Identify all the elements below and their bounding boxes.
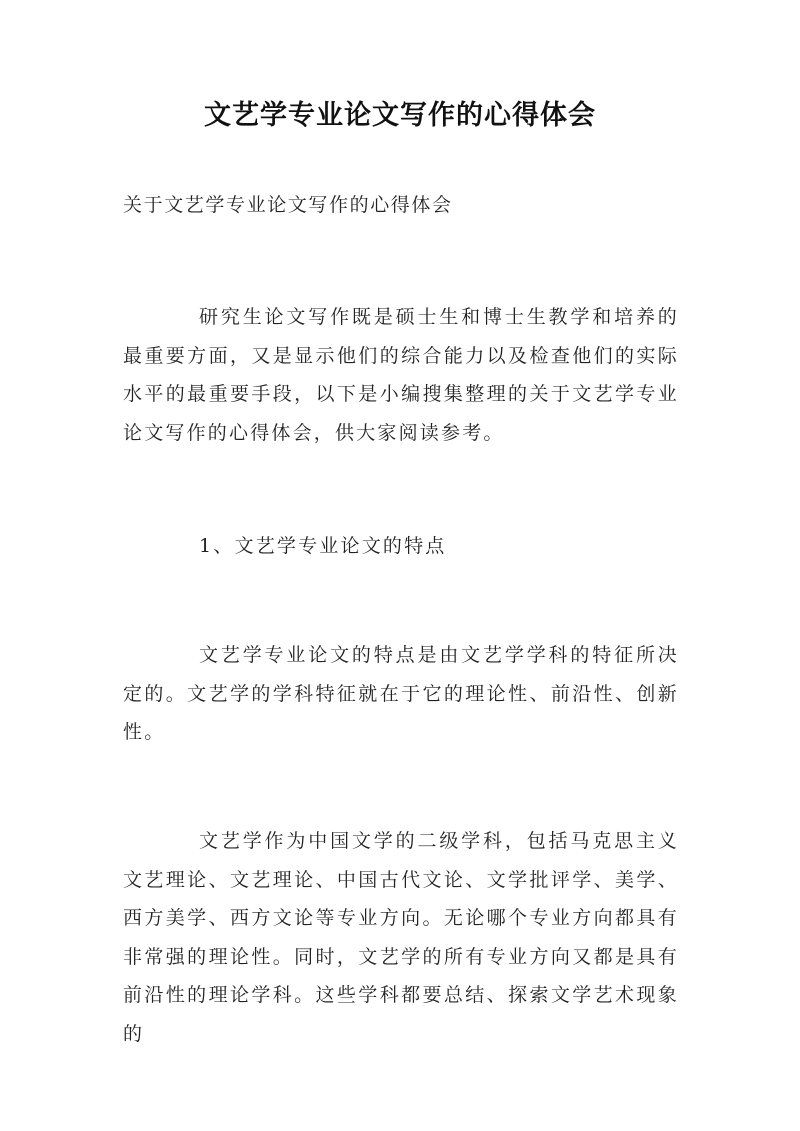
document-subtitle: 关于文艺学专业论文写作的心得体会 bbox=[123, 194, 453, 216]
paragraph-features: 文艺学专业论文的特点是由文艺学学科的特征所决定的。文艺学的学科特征就在于它的理论性、前沿性、创新性。 bbox=[123, 644, 679, 743]
paragraph-intro: 研究生论文写作既是硕士生和博士生教学和培养的最重要方面，又是显示他们的综合能力以及检查他们的实际水平的最重要手段，以下是小编搜集整理的关于文艺学专业论文写作的心得体会，供大家阅读参考。 bbox=[123, 306, 679, 444]
section-heading: 1、文艺学专业论文的特点 bbox=[199, 535, 447, 557]
paragraph-discipline: 文艺学作为中国文学的二级学科，包括马克思主义文艺理论、文艺理论、中国古代文论、文学批评学、美学、西方美学、西方文论等专业方向。无论哪个专业方向都具有非常强的理论性。同时，文艺学的所有专业方向又都是具有前沿性的理论学科。这些学科都要总结、探索文学艺术现象的 bbox=[123, 830, 679, 1045]
document-title: 文艺学专业论文写作的心得体会 bbox=[204, 100, 596, 131]
